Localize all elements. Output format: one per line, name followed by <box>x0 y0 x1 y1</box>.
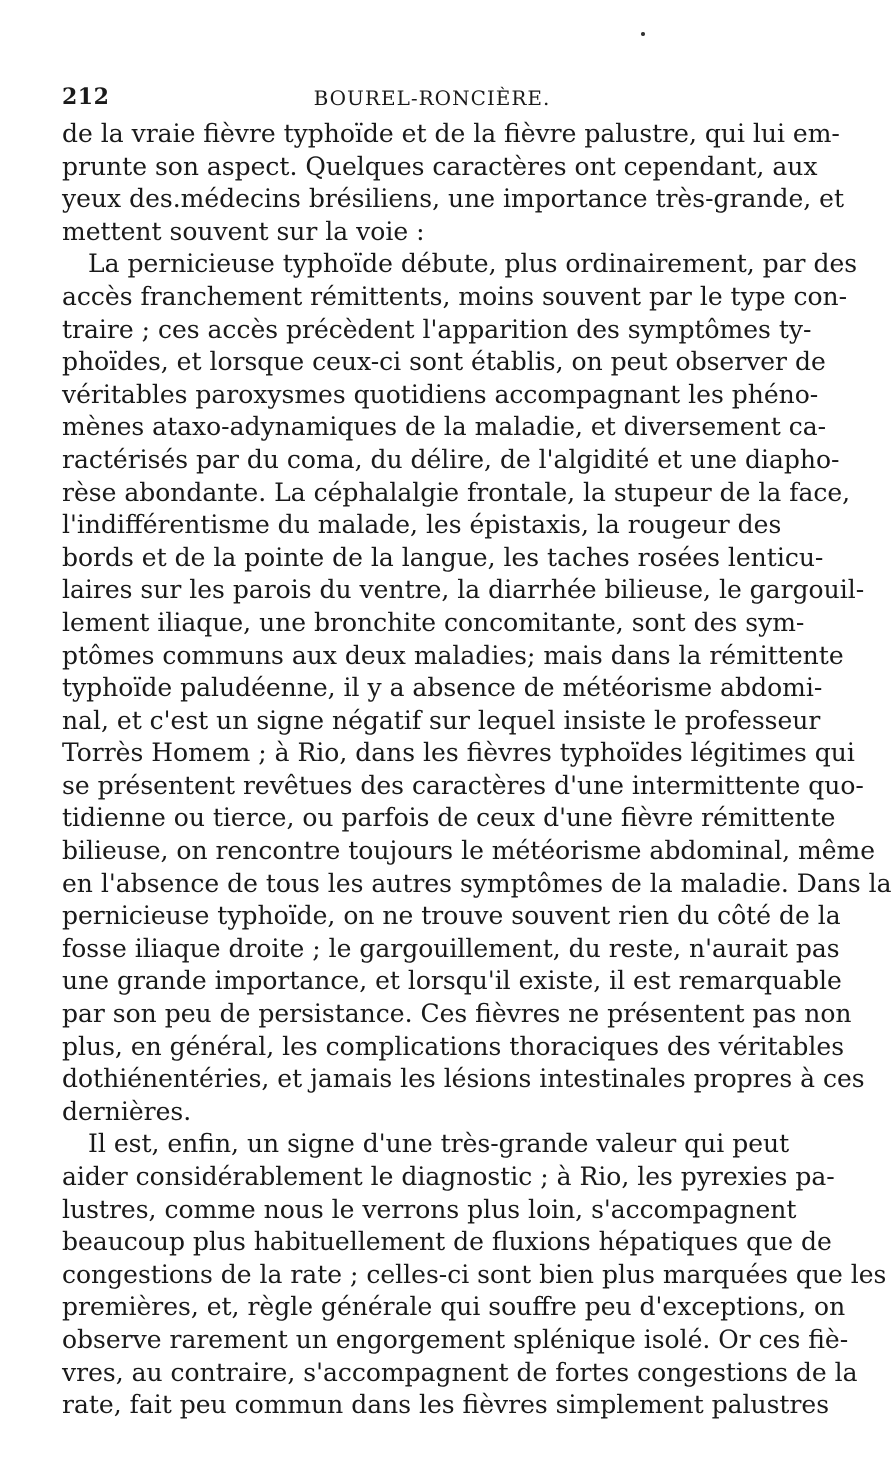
text-line: de la vraie fièvre typhoïde et de la fièvre palustre, qui lui em- <box>62 119 840 148</box>
text-line: mènes ataxo-adynamiques de la maladie, et diversement ca- <box>62 412 827 442</box>
text-line: mettent souvent sur la voie : <box>62 216 425 246</box>
text-line: phoïdes, et lorsque ceux-ci sont établis, on peut observer de <box>62 347 826 377</box>
text-line: vres, au contraire, s'accompagnent de fortes congestions de la <box>62 1357 858 1387</box>
text-line: bilieuse, on rencontre toujours le météorisme abdominal, même <box>62 836 875 866</box>
running-head: BOUREL-RONCIÈRE. <box>313 86 551 110</box>
text-line: yeux des.médecins brésiliens, une importance très-grande, et <box>62 184 845 214</box>
page-speck <box>641 32 645 36</box>
text-line: aider considérablement le diagnostic ; à Rio, les pyrexies pa- <box>62 1162 835 1191</box>
text-line: véritables paroxysmes quotidiens accompagnant les phéno- <box>62 379 819 409</box>
text-line: lement iliaque, une bronchite concomitante, sont des sym- <box>62 607 805 637</box>
body-text <box>62 118 892 1422</box>
text-line: par son peu de persistance. Ces fièvres ne présentent pas non <box>62 999 852 1029</box>
text-line: typhoïde paludéenne, il y a absence de météorisme abdomi- <box>62 673 823 703</box>
text-line: prunte son aspect. Quelques caractères ont cependant, aux <box>62 151 818 181</box>
text-line: observe rarement un engorgement splénique isolé. Or ces fiè- <box>62 1324 849 1354</box>
text-line: congestions de la rate ; celles-ci sont bien plus marquées que les <box>62 1259 887 1289</box>
text-line: Torrès Homem ; à Rio, dans les fièvres typhoïdes légitimes qui <box>62 738 855 768</box>
text-line: lustres, comme nous le verrons plus loin, s'accompagnent <box>62 1194 797 1224</box>
text-line: dernières. <box>62 1096 192 1126</box>
text-line: premières, et, règle générale qui souffre peu d'exceptions, on <box>62 1292 846 1322</box>
text-line: bords et de la pointe de la langue, les taches rosées lenticu- <box>62 542 824 572</box>
text-line: se présentent revêtues des caractères d'une intermittente quo- <box>62 770 864 800</box>
page-header <box>62 84 762 114</box>
text-line: accès franchement rémittents, moins souvent par le type con- <box>62 281 848 311</box>
text-line: dothiénentéries, et jamais les lésions intestinales propres à ces <box>62 1064 865 1094</box>
text-line: laires sur les parois du ventre, la diarrhée bilieuse, le gargouil- <box>62 575 865 605</box>
text-line: Il est, enfin, un signe d'une très-grande valeur qui peut <box>88 1129 790 1159</box>
text-line: ractérisés par du coma, du délire, de l'algidité et une diapho- <box>62 444 840 474</box>
text-line: l'indifférentisme du malade, les épistaxis, la rougeur des <box>62 510 782 540</box>
text-line: traire ; ces accès précèdent l'apparition des symptômes ty- <box>62 314 812 344</box>
text-line: rate, fait peu commun dans les fièvres simplement palustres <box>62 1390 830 1420</box>
page-number: 212 <box>62 84 110 110</box>
text-line: La pernicieuse typhoïde débute, plus ordinairement, par des <box>88 249 858 279</box>
text-line: nal, et c'est un signe négatif sur lequel insiste le professeur <box>62 705 821 735</box>
text-line: pernicieuse typhoïde, on ne trouve souvent rien du côté de la <box>62 901 841 931</box>
text-line: plus, en général, les complications thoraciques des véritables <box>62 1031 845 1061</box>
text-line: tidienne ou tierce, ou parfois de ceux d'une fièvre rémittente <box>62 803 836 833</box>
text-line: ptômes communs aux deux maladies; mais dans la rémittente <box>62 640 844 670</box>
text-line: beaucoup plus habituellement de fluxions hépatiques que de <box>62 1227 832 1257</box>
text-line: fosse iliaque droite ; le gargouillement, du reste, n'aurait pas <box>62 933 840 963</box>
text-line: rèse abondante. La céphalalgie frontale, la stupeur de la face, <box>62 477 851 507</box>
text-line: en l'absence de tous les autres symptômes de la maladie. Dans la <box>62 868 892 898</box>
text-line: une grande importance, et lorsqu'il existe, il est remarquable <box>62 966 842 996</box>
